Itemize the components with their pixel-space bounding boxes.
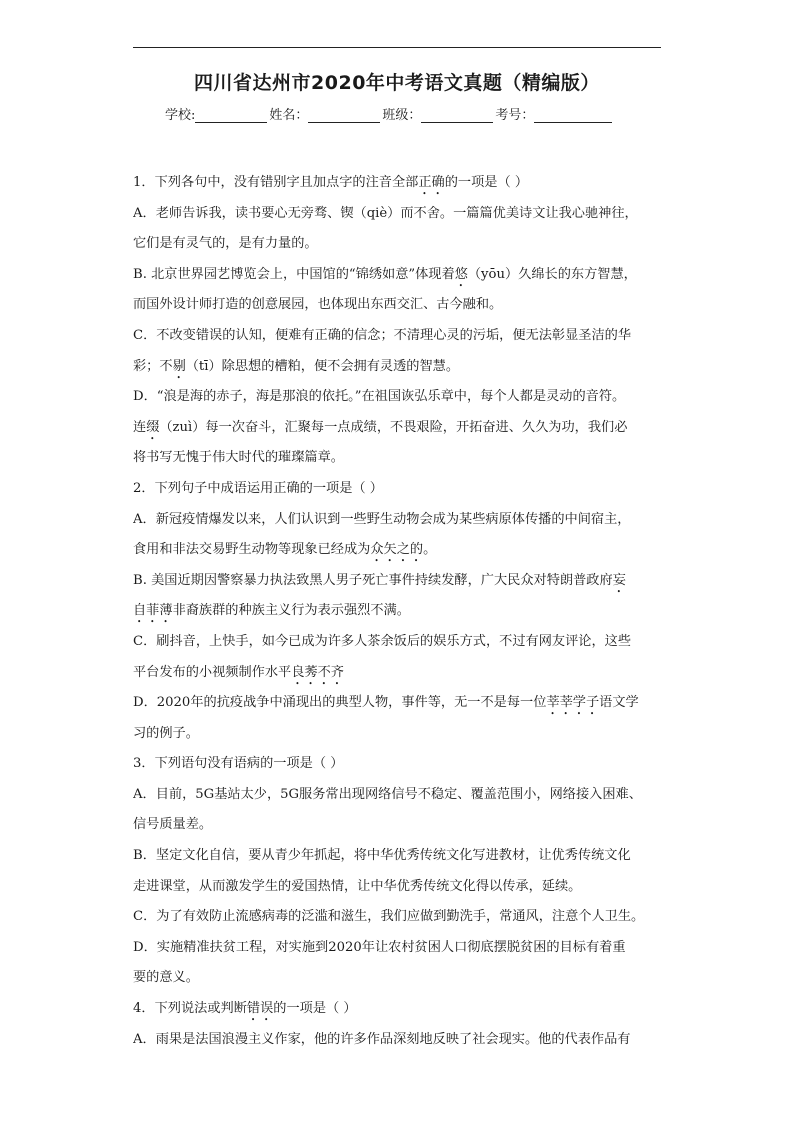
text-segment: 食用和非法交易野生动物等现象已经成为	[133, 542, 371, 558]
text-line	[133, 382, 661, 413]
text-segment: D．2020年的抗疫战争中涌现出的典型人物，事件等，无一不是每一位	[133, 695, 547, 711]
info-field	[165, 104, 269, 123]
info-field-label: 姓名：	[269, 108, 309, 123]
text-line	[133, 596, 661, 627]
text-segment: 它们是有灵气的，是有力量的。	[133, 236, 318, 252]
text-segment: D．实施精准扶贫工程，对实施到2020年让农村贫困人口彻底摆脱贫困的目标有着重	[133, 939, 626, 955]
text-segment: （yōu）久绵长的东方智慧，	[467, 266, 637, 282]
text-line	[133, 413, 661, 444]
text-line	[133, 658, 661, 689]
text-segment: B. 北京世界园艺博览会上，中国馆的“锦绣如意”体现着	[133, 266, 455, 282]
text-line	[133, 749, 661, 780]
info-field	[382, 104, 495, 123]
text-segment: 2．下列句子中成语运用正确的一项是（ ）	[133, 480, 383, 496]
text-segment: D．“浪是海的赤子，海是那浪的依托。”在祖国诙弘乐章中，每个人都是灵动的音符。	[133, 389, 626, 405]
student-info-fields	[165, 104, 614, 123]
text-segment: （tī）除思想的槽粕，便不会拥有灵透的智慧。	[185, 358, 460, 374]
text-line	[133, 443, 661, 474]
top-rule	[133, 47, 661, 48]
text-line	[133, 321, 661, 352]
text-segment: C．刷抖音，上快手，如今已成为许多人茶余饭后的娱乐方式，不过有网友评论，这些	[133, 633, 632, 649]
text-segment: 的一项是（ ）	[273, 1001, 357, 1017]
text-segment: 。	[423, 542, 437, 558]
info-field-label: 学校:	[165, 108, 196, 123]
info-field-label: 考号：	[495, 108, 535, 123]
text-line	[133, 933, 661, 964]
emphasized-text: 悠	[454, 266, 468, 282]
text-line	[133, 352, 661, 383]
text-segment: A．雨果是法国浪漫主义作家，他的许多作品深刻地反映了社会现实。他的代表作品有	[133, 1031, 631, 1047]
text-segment: 平台发布的小视频制作水平	[133, 664, 292, 680]
text-line	[133, 229, 661, 260]
text-segment: 3．下列语句没有语病的一项是（ ）	[133, 756, 344, 772]
info-field	[269, 104, 382, 123]
question-content	[133, 168, 661, 1055]
text-line	[133, 474, 661, 505]
info-field-blank[interactable]	[421, 108, 493, 123]
emphasized-text: 错误	[246, 1001, 274, 1017]
emphasized-text: 自菲薄	[133, 603, 173, 619]
info-field-blank[interactable]	[308, 108, 380, 123]
text-segment: B. 美国近期因警察暴力执法致黑人男子死亡事件持续发酵，广大民众对特朗普政府	[133, 572, 613, 588]
emphasized-text: 剔	[172, 358, 186, 374]
text-line	[133, 719, 661, 750]
text-line	[133, 810, 661, 841]
info-field-blank[interactable]	[534, 108, 612, 123]
text-segment: （zuì）每一次奋斗，汇聚每一点成绩，不畏艰险，开拓奋进、久久为功，我们必	[159, 419, 628, 435]
text-line	[133, 566, 661, 597]
emphasized-text: 良莠不齐	[291, 664, 344, 680]
text-segment: 信号质量差。	[133, 817, 213, 833]
text-segment: 彩；不	[133, 358, 173, 374]
text-line	[133, 902, 661, 933]
emphasized-text: 莘莘学子	[546, 695, 600, 711]
text-line	[133, 688, 661, 719]
text-line	[133, 505, 661, 536]
emphasized-text: 妄	[612, 572, 626, 588]
emphasized-text: 缀	[146, 419, 160, 435]
emphasized-text: 正确	[418, 175, 445, 190]
text-segment: 而国外设计师打造的创意展园，也体现出东西交汇、古今融和。	[133, 297, 503, 313]
text-segment: B．坚定文化自信，要从青少年抓起，将中华优秀传统文化写进教材，让优秀传统文化	[133, 848, 631, 864]
text-segment: C．不改变错误的认知，便难有正确的信念；不清理心灵的污垢，便无法彰显圣洁的华	[133, 327, 632, 343]
text-segment: 非裔族群的种族主义行为表示强烈不满。	[172, 603, 410, 619]
text-segment: 连	[133, 419, 147, 435]
text-segment: A．新冠疫情爆发以来，人们认识到一些野生动物会成为某些病原体传播的中间宿主，	[133, 511, 631, 527]
text-line	[133, 168, 661, 199]
text-line	[133, 290, 661, 321]
info-field-blank[interactable]	[195, 108, 267, 123]
text-line	[133, 780, 661, 811]
text-line	[133, 627, 661, 658]
text-line	[133, 199, 661, 230]
text-segment: 习的例子。	[133, 725, 199, 741]
text-segment: A．目前，5G基站太少，5G服务常出现网络信号不稳定、覆盖范围小，网络接入困难、	[133, 786, 642, 802]
emphasized-text: 众矢之的	[370, 542, 424, 558]
text-segment: A．老师告诉我，读书要心无旁骛、锲（qiè）而不舍。一篇篇优美诗文让我心驰神往，	[133, 205, 638, 221]
text-line	[133, 994, 661, 1025]
text-segment: 4．下列说法或判断	[133, 1001, 247, 1017]
text-segment: C．为了有效防止流感病毒的泛滥和滋生，我们应做到勤洗手，常通风，注意个人卫生。	[133, 909, 645, 925]
text-segment: 要的意义。	[133, 970, 199, 986]
text-line	[133, 963, 661, 994]
text-line	[133, 1025, 661, 1056]
text-segment: 语文学	[599, 695, 639, 711]
text-line	[133, 535, 661, 566]
info-field	[495, 104, 614, 123]
page-title: 四川省达州市2020年中考语文真题（精编版）	[194, 72, 600, 94]
text-segment: 走进课堂，从而激发学生的爱国热情，让中华优秀传统文化得以传承，延续。	[133, 878, 582, 894]
text-segment: 1．下列各句中，没有错别字且加点字的注音全部	[133, 175, 419, 190]
info-field-label: 班级：	[382, 108, 422, 123]
text-line	[133, 260, 661, 291]
text-line	[133, 841, 661, 872]
text-segment: 将书写无愧于伟大时代的璀璨篇章。	[133, 450, 344, 466]
text-segment: 的一项是（ ）	[444, 175, 529, 190]
text-line	[133, 872, 661, 903]
